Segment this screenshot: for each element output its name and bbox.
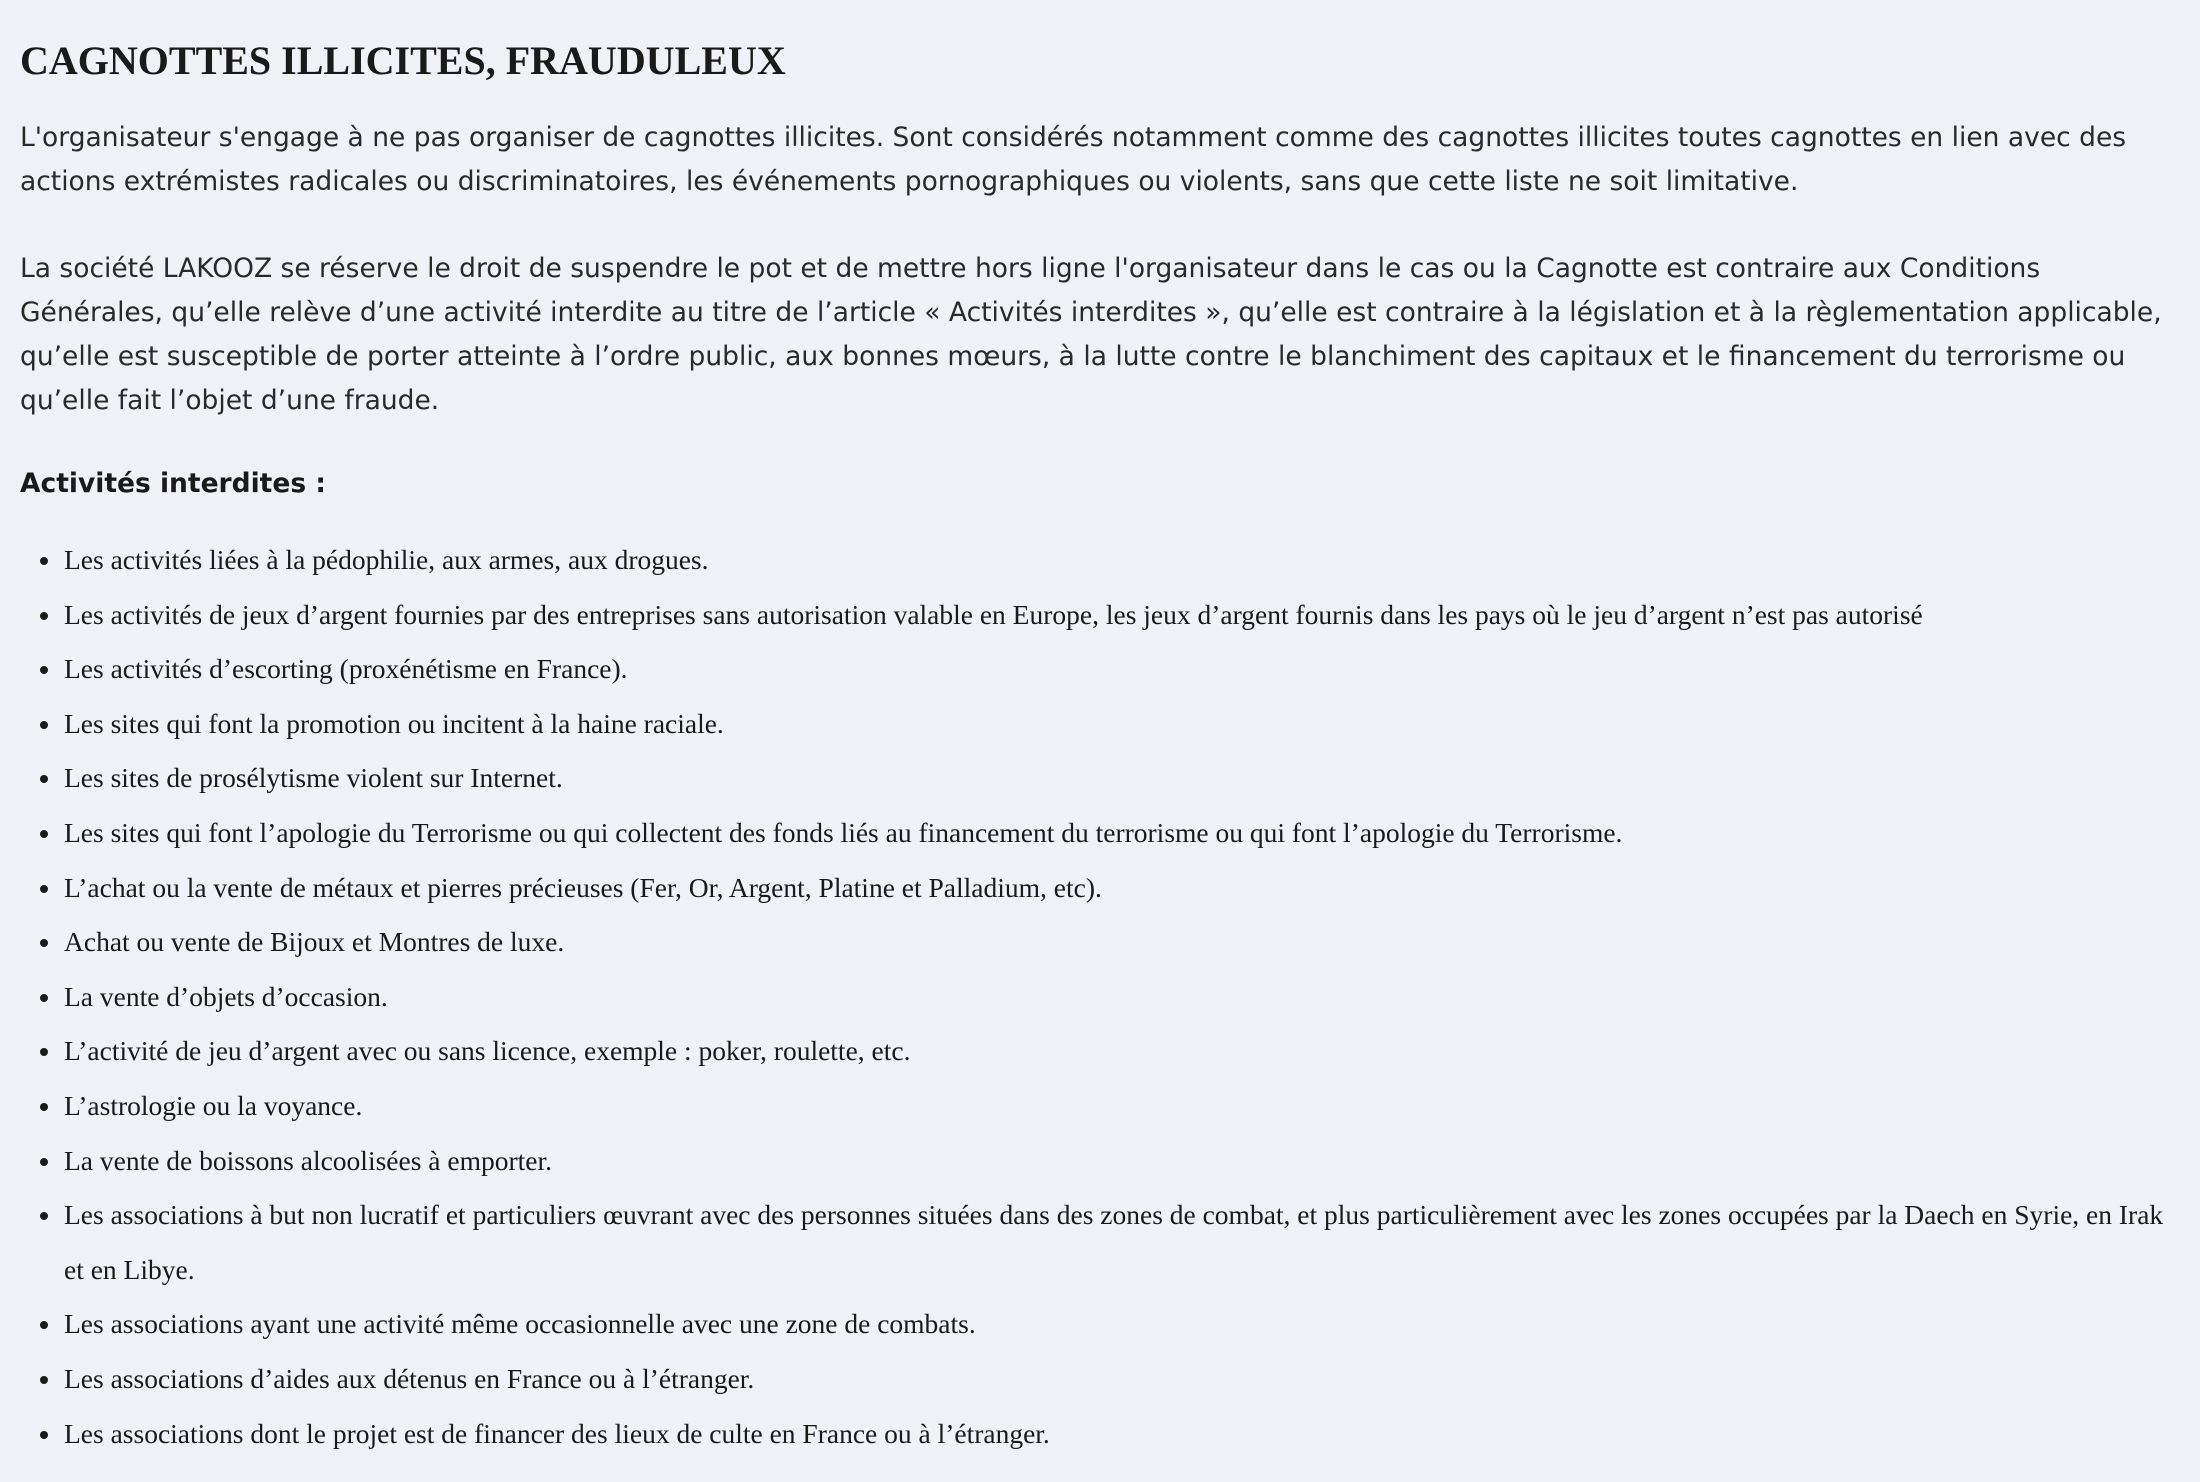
list-item-text: Les sites de prosélytisme violent sur Internet. [64, 762, 563, 794]
bullet-icon [40, 721, 48, 729]
paragraph-illicit-definition: L'organisateur s'engage à ne pas organiser de cagnottes illicites. Sont considérés notamment comme des cagnottes illicites toutes cagnottes en lien avec des actions extrémistes radicales ou discriminatoires, les événements pornographiques ou violents, sans que cette liste ne soit limitative. [20, 122, 2127, 197]
list-item [20, 806, 2180, 861]
bullet-icon [40, 1158, 48, 1166]
list-item [20, 1079, 2180, 1134]
bullet-icon [40, 830, 48, 838]
list-item-text: Les activités liées à la pédophilie, aux armes, aux drogues. [64, 544, 709, 575]
bullet-icon [40, 994, 48, 1002]
list-item [20, 1297, 2180, 1352]
list-item [20, 751, 2180, 806]
list-item [20, 1407, 2180, 1462]
list-item [20, 642, 2180, 697]
bullet-icon [40, 557, 48, 565]
bullet-icon [40, 775, 48, 783]
list-item-text: Les activités de jeux d’argent fournies par des entreprises sans autorisation valable en Europe, les jeux d’argent fournis dans les pays où le jeu d’argent n’est pas autorisé [64, 598, 1923, 630]
bullet-icon [40, 1212, 48, 1220]
list-item-text: Achat ou vente de Bijoux et Montres de luxe. [64, 926, 565, 958]
list-item [20, 1352, 2180, 1407]
bullet-icon [40, 885, 48, 893]
bullet-icon [40, 1103, 48, 1111]
list-item-text: L’achat ou la vente de métaux et pierres précieuses (Fer, Or, Argent, Platine et Palladium, etc). [64, 871, 1102, 903]
section-title: CAGNOTTES ILLICITES, FRAUDULEUX [20, 38, 786, 83]
list-item [20, 1024, 2180, 1079]
list-item-text: Les associations à but non lucratif et particuliers œuvrant avec des personnes situées dans des zones de combat, et plus particulièrement avec les zones occupées par la Daech en Syrie, en Irak et en Libye. [64, 1199, 2164, 1285]
list-item [20, 915, 2180, 970]
forbidden-activities-heading: Activités interdites : [20, 468, 326, 499]
bullet-icon [40, 939, 48, 947]
list-item [20, 533, 2180, 588]
list-item-text: L’astrologie ou la voyance. [64, 1089, 363, 1121]
list-item-text: La vente d’objets d’occasion. [64, 980, 388, 1012]
bullet-icon [40, 612, 48, 620]
list-item-text: Les activités d’escorting (proxénétisme en France). [64, 653, 628, 685]
forbidden-activities-list [20, 533, 2180, 1461]
bullet-icon [40, 1431, 48, 1439]
list-item [20, 1188, 2180, 1297]
bullet-icon [40, 1376, 48, 1384]
list-item-text: Les sites qui font la promotion ou incitent à la haine raciale. [64, 707, 724, 739]
list-item [20, 697, 2180, 752]
list-item-text: La vente de boissons alcoolisées à emporter. [64, 1144, 552, 1176]
paragraph-suspension-rights: La société LAKOOZ se réserve le droit de suspendre le pot et de mettre hors ligne l'organisateur dans le cas ou la Cagnotte est contraire aux Conditions Générales, qu’elle relève d’une activité interdite au titre de l’article « Activités interdites », qu’elle est contraire à la législation et à la règlementation applicable, qu’elle est susceptible de porter atteinte à l’ordre public, aux bonnes mœurs, à la lutte contre le blanchiment des capitaux et le financement du terrorisme ou qu’elle fait l’objet d’une fraude. [20, 253, 2162, 416]
list-item [20, 970, 2180, 1025]
list-item [20, 588, 2180, 643]
bullet-icon [40, 1048, 48, 1056]
document-page [20, 0, 2180, 1461]
list-item [20, 861, 2180, 916]
list-item-text: L’activité de jeu d’argent avec ou sans licence, exemple : poker, roulette, etc. [64, 1035, 911, 1067]
list-item-text: Les associations ayant une activité même occasionnelle avec une zone de combats. [64, 1308, 976, 1340]
list-item-text: Les associations d’aides aux détenus en France ou à l’étranger. [64, 1362, 755, 1394]
bullet-icon [40, 1321, 48, 1329]
list-item [20, 1134, 2180, 1189]
list-item-text: Les sites qui font l’apologie du Terrorisme ou qui collectent des fonds liés au financement du terrorisme ou qui font l’apologie du Terrorisme. [64, 816, 1623, 848]
bullet-icon [40, 666, 48, 674]
list-item-text: Les associations dont le projet est de financer des lieux de culte en France ou à l’étranger. [64, 1417, 1050, 1449]
